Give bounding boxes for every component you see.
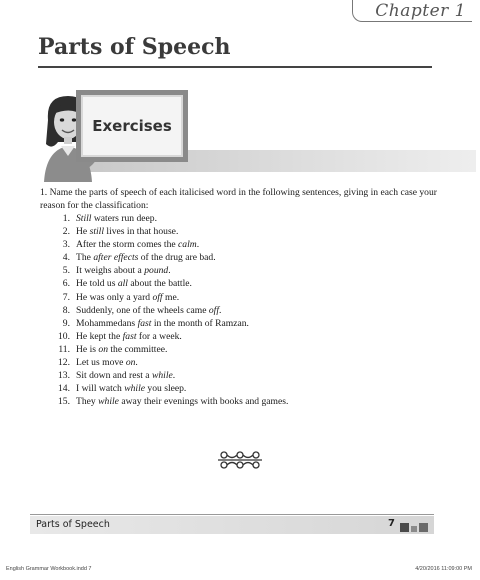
sentence-text: . bbox=[168, 265, 171, 277]
italic-word: Still bbox=[76, 213, 92, 224]
sentence-number: 8. bbox=[62, 304, 70, 316]
exercises-board bbox=[76, 90, 188, 162]
sentence-list bbox=[40, 212, 450, 408]
sentence-number: 9. bbox=[62, 317, 70, 329]
sentence-text: waters run deep. bbox=[91, 213, 157, 224]
sentence-item bbox=[40, 382, 450, 395]
italic-word: while bbox=[98, 396, 119, 408]
italic-word: fast bbox=[137, 317, 152, 329]
sentence-item bbox=[40, 291, 450, 304]
sentence-number: 4. bbox=[62, 252, 70, 264]
sentence-text: of the drug are bad. bbox=[138, 252, 216, 264]
sentence-item bbox=[40, 251, 450, 264]
chapter-label: Chapter 1 bbox=[375, 0, 466, 21]
sentence-text: Suddenly, one of the wheels came bbox=[76, 304, 209, 316]
italic-word: on bbox=[98, 343, 108, 355]
title-rule bbox=[38, 66, 432, 68]
exercises-label: Exercises bbox=[92, 117, 172, 135]
sentence-text: He kept the bbox=[76, 330, 123, 342]
sentence-text: The bbox=[76, 252, 94, 264]
sentence-text: He is bbox=[76, 343, 99, 355]
italic-word: off bbox=[152, 291, 163, 303]
italic-word: still bbox=[89, 226, 104, 238]
sentence-number: 13. bbox=[58, 370, 70, 382]
exercise-instruction: 1. Name the parts of speech of each italicised word in the following sentences, giving in each case your reason for the classification: bbox=[40, 187, 437, 211]
footer-rule bbox=[30, 514, 434, 515]
italic-word: calm bbox=[178, 239, 197, 251]
sentence-number: 11. bbox=[58, 343, 70, 355]
page-title: Parts of Speech bbox=[38, 34, 231, 60]
sentence-text: It weighs about a bbox=[76, 265, 145, 277]
italic-word: after effects bbox=[93, 252, 139, 264]
sentence-number: 5. bbox=[62, 265, 70, 277]
sentence-item bbox=[40, 264, 450, 277]
sentence-text: me. bbox=[162, 291, 180, 303]
sentence-text: . bbox=[219, 304, 222, 316]
footer-title: Parts of Speech bbox=[36, 519, 110, 530]
italic-word: fast bbox=[122, 330, 137, 342]
sentence-text: lives in that house. bbox=[104, 226, 179, 238]
sentence-number: 14. bbox=[58, 383, 70, 395]
sentence-item bbox=[40, 343, 450, 356]
chapter-tag bbox=[352, 0, 472, 22]
sentence-text: . bbox=[196, 239, 200, 251]
sentence-text: After the storm comes the bbox=[76, 239, 179, 251]
italic-word: while bbox=[151, 370, 173, 382]
sentence-text: He told us bbox=[76, 278, 118, 290]
sentence-item bbox=[40, 356, 450, 369]
sentence-text: He was only a yard bbox=[76, 291, 153, 303]
sentence-number: 15. bbox=[58, 396, 70, 408]
sentence-text: . bbox=[135, 357, 138, 369]
footer-squares-icon bbox=[398, 519, 432, 533]
sentence-text: the committee. bbox=[107, 343, 168, 355]
italic-word: pound bbox=[144, 265, 169, 277]
sentence-text: He bbox=[76, 226, 90, 238]
sentence-text: for a week. bbox=[136, 330, 182, 342]
sentence-text: you sleep. bbox=[145, 383, 187, 395]
italic-word: while bbox=[124, 383, 146, 395]
sentence-item bbox=[40, 277, 450, 290]
sentence-item bbox=[40, 330, 450, 343]
sentence-item bbox=[40, 225, 450, 238]
sentence-text: They bbox=[76, 396, 99, 408]
sentence-number: 1. bbox=[62, 213, 70, 224]
sentence-text: Let us move bbox=[76, 357, 126, 369]
sentence-text: . bbox=[172, 370, 176, 382]
sentence-item bbox=[40, 238, 450, 251]
italic-word: off bbox=[208, 304, 219, 316]
sentence-item bbox=[40, 304, 450, 317]
page-number: 7 bbox=[388, 518, 395, 529]
imprint-timestamp: 4/20/2016 11:09:00 PM bbox=[415, 566, 472, 572]
sentence-number: 2. bbox=[62, 226, 70, 238]
sentence-text: Mohammedans bbox=[76, 317, 138, 329]
ornament-divider-icon bbox=[216, 449, 264, 471]
sentence-number: 10. bbox=[58, 330, 70, 342]
sentence-number: 3. bbox=[62, 239, 70, 251]
sentence-item bbox=[40, 212, 450, 225]
sentence-item bbox=[40, 395, 450, 408]
sentence-number: 6. bbox=[62, 278, 70, 290]
italic-word: on bbox=[125, 357, 136, 369]
sentence-text: I will watch bbox=[76, 383, 125, 395]
sentence-item bbox=[40, 317, 450, 330]
italic-word: all bbox=[117, 278, 128, 290]
sentence-item bbox=[40, 369, 450, 382]
imprint-file: English Grammar Workbook.indd 7 bbox=[6, 566, 92, 572]
sentence-text: about the battle. bbox=[127, 278, 192, 290]
sentence-number: 12. bbox=[58, 357, 70, 369]
sentence-text: away their evenings with books and games. bbox=[118, 396, 289, 408]
sentence-text: Sit down and rest a bbox=[76, 370, 152, 382]
sentence-text: in the month of Ramzan. bbox=[151, 317, 249, 329]
sentence-number: 7. bbox=[62, 291, 70, 303]
